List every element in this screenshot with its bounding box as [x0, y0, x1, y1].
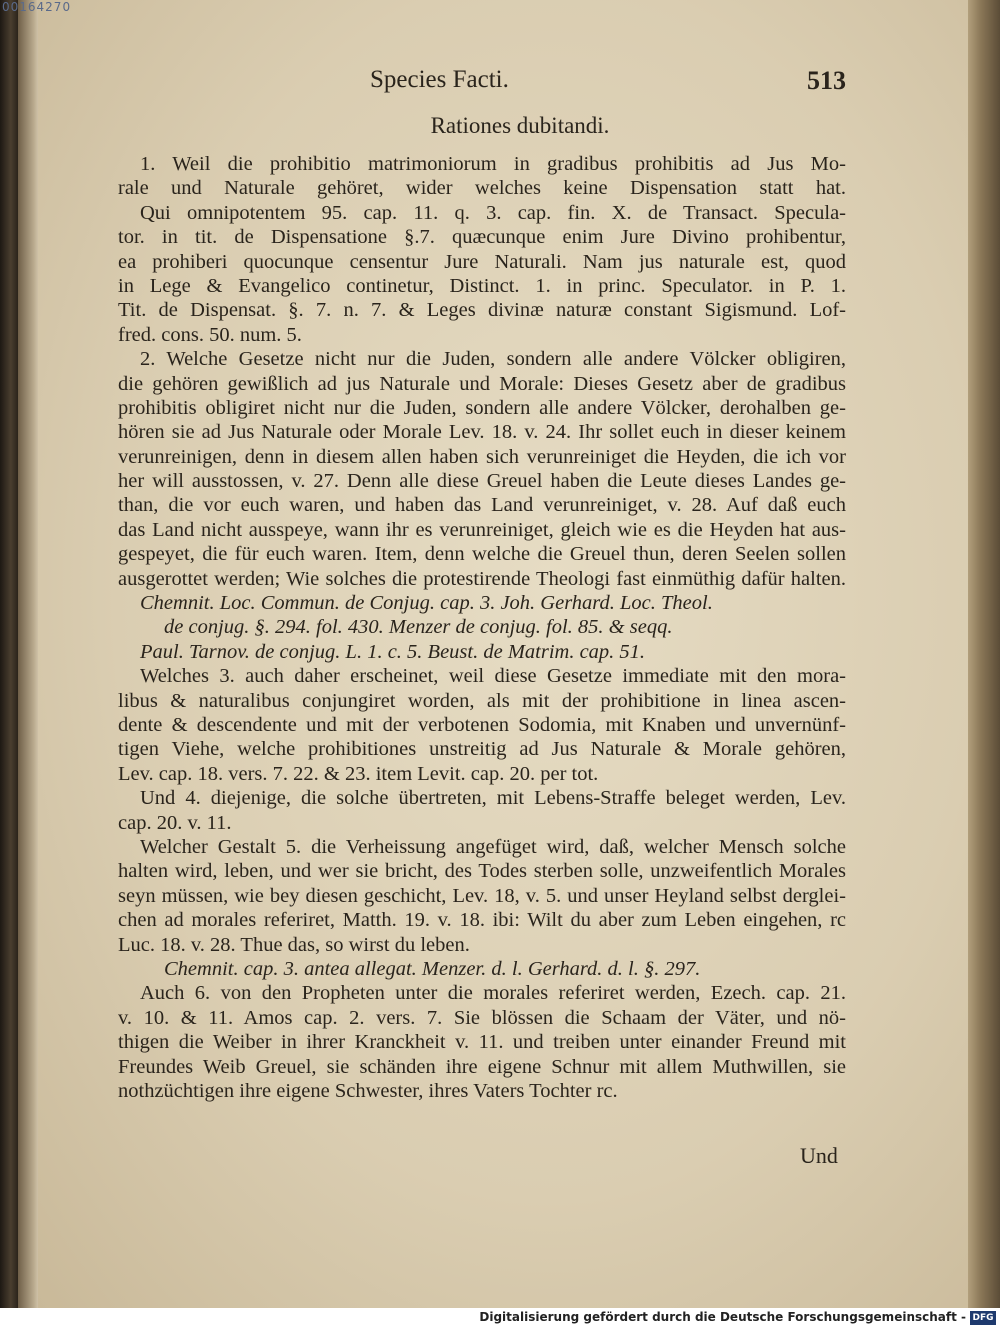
text-line: Welches 3. auch daher erscheinet, weil diese Gesetze immediate mit den mora- [140, 665, 846, 688]
text-line: verunreinigen, denn in diesem allen haben sich verunreiniget die Heyden, die ich vor [118, 445, 846, 468]
text-line: prohibitis obligiret nicht nur die Juden, sondern alle andere Völcker, derohalben ge- [118, 396, 846, 419]
text-line: libus & naturalibus conjungiret worden, als mit der prohibitione in linea ascen- [118, 689, 846, 712]
text-line: 1. Weil die prohibitio matrimoniorum in gradibus prohibitis ad Jus Mo- [140, 153, 846, 175]
text-line: 2. Welche Gesetze nicht nur die Juden, sondern alle andere Völcker obligiren, [140, 348, 846, 371]
text-line: die gehören gewißlich ad jus Naturale und Morale: Dieses Gesetz aber de gradibus [118, 372, 846, 395]
text-line: Freundes Weib Greuel, sie schänden ihre eigene Schnur mit allem Muthwillen, sie [118, 1055, 846, 1078]
page-edges [968, 0, 1000, 1308]
text-line: Auch 6. von den Propheten unter die morales referiret werden, Ezech. cap. 21. [140, 982, 846, 1005]
text-line: Luc. 18. v. 28. Thue das, so wirst du leben. [118, 933, 470, 956]
footer-bar [0, 1308, 1000, 1328]
text-line: gespeyet, die für euch waren. Item, denn welche die Greuel thun, deren Seelen sollen [118, 543, 846, 566]
text-line: in Lege & Evangelico continetur, Distinct. 1. in princ. Speculator. in P. 1. [118, 274, 846, 297]
text-line: das Land nicht ausspeye, wann ihr es verunreiniget, gleich wie es die Heyden hat aus- [118, 518, 846, 541]
text-line: cap. 20. v. 11. [118, 811, 232, 834]
text-line: seyn müssen, wie bey diesen geschicht, Lev. 18, v. 5. und unser Heyland selbst derglei- [118, 884, 846, 907]
scan-id: 00164270 [2, 0, 72, 14]
section-title: Rationes dubitandi. [430, 113, 610, 138]
body-text [118, 152, 846, 1103]
text-line: chen ad morales referiret, Matth. 19. v. 18. ibi: Wilt du aber zum Leben eingehen, rc [118, 909, 846, 932]
text-line: than, die vor euch waren, und haben das Land verunreiniget, v. 28. Auf daß euch [118, 494, 846, 517]
text-line: tor. in tit. de Dispensatione §.7. quæcunque enim Jure Divino prohibentur, [118, 226, 846, 249]
text-line: Und 4. diejenige, die solche übertreten, mit Lebens-Straffe beleget werden, Lev. [140, 787, 846, 810]
book-binding [0, 0, 18, 1308]
text-line: halten wird, leben, und wer sie bricht, des Todes sterben solle, unzweifentlich Morales [118, 860, 846, 883]
text-line: her will ausstossen, v. 27. Denn alle diese Greuel haben die Leute dieses Landes ge- [118, 470, 846, 493]
page-gutter-shadow [18, 0, 40, 1308]
text-line: tigen Viehe, welche prohibitiones unstreitig ad Jus Naturale & Morale gehören, [118, 738, 846, 761]
citation-line: Paul. Tarnov. de conjug. L. 1. c. 5. Beust. de Matrim. cap. 51. [140, 640, 646, 663]
citation-line: de conjug. §. 294. fol. 430. Menzer de conjug. fol. 85. & seqq. [164, 616, 673, 639]
citation-line: Chemnit. cap. 3. antea allegat. Menzer. d. l. Gerhard. d. l. §. 297. [164, 958, 701, 980]
text-line: ausgerottet werden; Wie solches die protestirende Theologi fast einmüthig dafür halten. [118, 567, 846, 590]
funding-credit: Digitalisierung gefördert durch die Deutsche Forschungsgemeinschaft - [479, 1310, 966, 1324]
text-line: Tit. de Dispensat. §. 7. n. 7. & Leges divinæ naturæ constant Sigismund. Lof- [118, 299, 846, 322]
citation-line: Chemnit. Loc. Commun. de Conjug. cap. 3. Joh. Gerhard. Loc. Theol. [140, 592, 713, 615]
text-line: nothzüchtigen ihre eigene Schwester, ihres Vaters Tochter rc. [118, 1079, 618, 1102]
text-line: Qui omnipotentem 95. cap. 11. q. 3. cap. fin. X. de Transact. Specula- [140, 201, 846, 224]
running-head: Species Facti. [370, 66, 509, 93]
text-line: Lev. cap. 18. vers. 7. 22. & 23. item Levit. cap. 20. per tot. [118, 762, 599, 785]
page-header [370, 66, 850, 106]
text-line: dente & descendente und mit der verbotenen Sodomia, mit Knaben und unvernünf- [118, 714, 846, 737]
catchword: Und [800, 1143, 838, 1168]
dfg-logo-icon: DFG [970, 1311, 996, 1325]
text-line: hören sie ad Jus Naturale oder Morale Lev. 18. v. 24. Ihr sollet euch in dieser keinem [118, 421, 846, 444]
text-line: rale und Naturale gehöret, wider welches keine Dispensation statt hat. [118, 177, 846, 200]
text-line: fred. cons. 50. num. 5. [118, 323, 302, 346]
text-line: Welcher Gestalt 5. die Verheissung angefüget wird, daß, welcher Mensch solche [140, 836, 846, 859]
page-number: 513 [807, 66, 846, 95]
text-line: ea prohiberi quocunque censentur Jure Naturali. Nam jus naturale est, quod [118, 250, 846, 273]
text-line: v. 10. & 11. Amos cap. 2. vers. 7. Sie blössen die Schaam der Väter, und nö- [118, 1006, 846, 1029]
text-line: thigen die Weiber in ihrer Kranckheit v. 11. und treiben unter einander Freund mit [118, 1031, 846, 1054]
